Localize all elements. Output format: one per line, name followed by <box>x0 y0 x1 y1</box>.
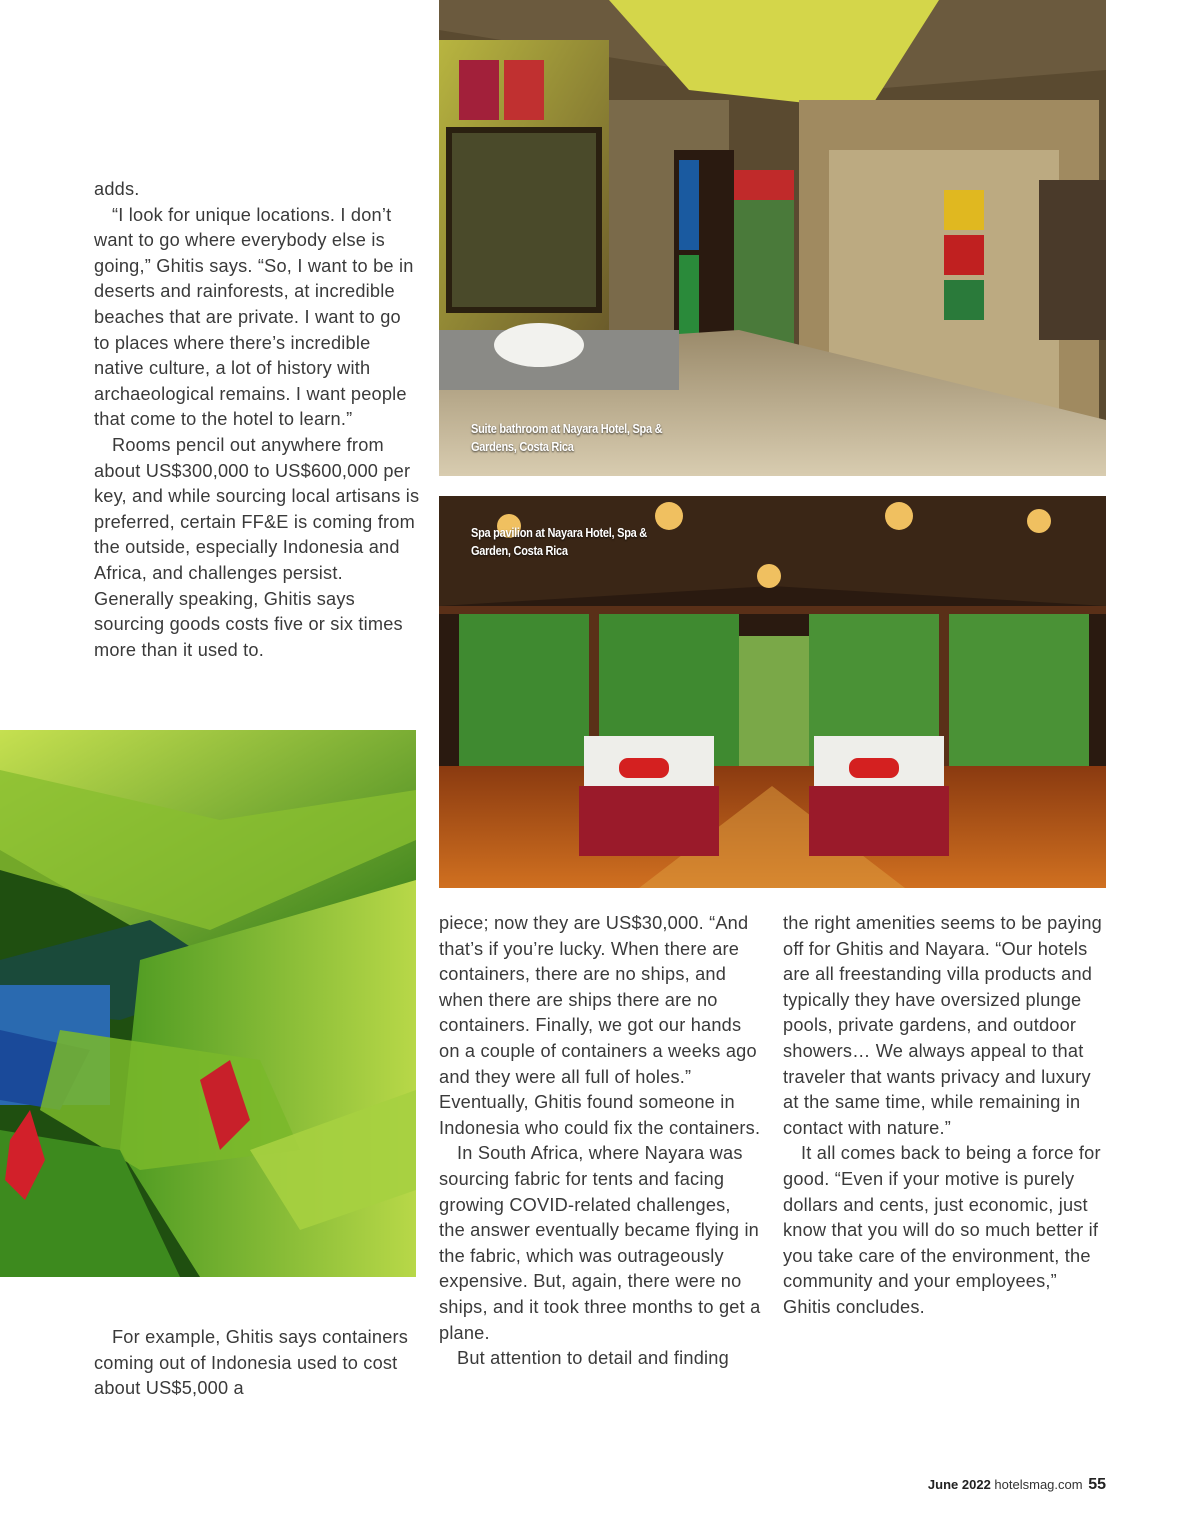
paragraph: But attention to detail and finding <box>457 1348 729 1369</box>
spa-caption: Spa pavilion at Nayara Hotel, Spa & Garden, Costa Rica <box>471 526 647 558</box>
paragraph: “I look for unique locations. I don’t want to go where everybody else is going,” Ghitis says. “So, I want to be in deserts and rainforests, at incredible beaches that are private. I want to go to places where there’s incredible native culture, a lot of history with archaeological remains. I want people that come to the hotel to learn.” <box>94 204 414 430</box>
paragraph: piece; now they are US$30,000. “And that’s if you’re lucky. When there are containers, there are no ships, and when there are ships there are no containers. Finally, we got our hands on a couple of containers a weeks ago and they were all full of holes.” Eventually, Ghitis found someone in Indonesia who could fix the containers. <box>439 913 761 1138</box>
leaves-photo <box>0 730 416 1277</box>
website: hotelsmag.com <box>994 1477 1083 1492</box>
column-1-top <box>94 177 420 663</box>
bathroom-photo <box>439 0 1106 476</box>
paragraph: It all comes back to being a force for good. “Even if your motive is purely dollars and cents, just economic, just know that you will do so much better if you take care of the environment, the community and your employees,” Ghitis concludes. <box>783 1143 1101 1317</box>
bathroom-caption: Suite bathroom at Nayara Hotel, Spa & Gardens, Costa Rica <box>471 422 663 454</box>
paragraph: Rooms pencil out anywhere from about US$300,000 to US$600,000 per key, and while sourcing local artisans is preferred, certain FF&E is coming from the outside, especially Indonesia and Africa, and challenges persist. Generally speaking, Ghitis says sourcing goods costs five or six times more than it used to. <box>94 434 420 660</box>
column-2 <box>439 911 761 1372</box>
paragraph: adds. <box>94 179 140 199</box>
column-1-bottom <box>94 1325 416 1402</box>
paragraph: In South Africa, where Nayara was sourcing fabric for tents and facing growing COVID-related challenges, the answer eventually became flying in the fabric, which was outrageously expensive. But, again, there were no ships, and it took three months to get a plane. <box>439 1143 761 1343</box>
paragraph: For example, Ghitis says containers coming out of Indonesia used to cost about US$5,000 a <box>94 1327 409 1399</box>
paragraph: the right amenities seems to be paying off for Ghitis and Nayara. “Our hotels are all freestanding villa products and typically they have oversized plunge pools, private gardens, and outdoor showers… We always appeal to that traveler that wants privacy and luxury at the same time, while remaining in contact with nature.” <box>783 913 1102 1138</box>
column-3 <box>783 911 1105 1321</box>
issue-date: June 2022 <box>927 1477 991 1492</box>
page-number: 55 <box>1088 1476 1106 1493</box>
page-footer <box>928 1476 1106 1494</box>
